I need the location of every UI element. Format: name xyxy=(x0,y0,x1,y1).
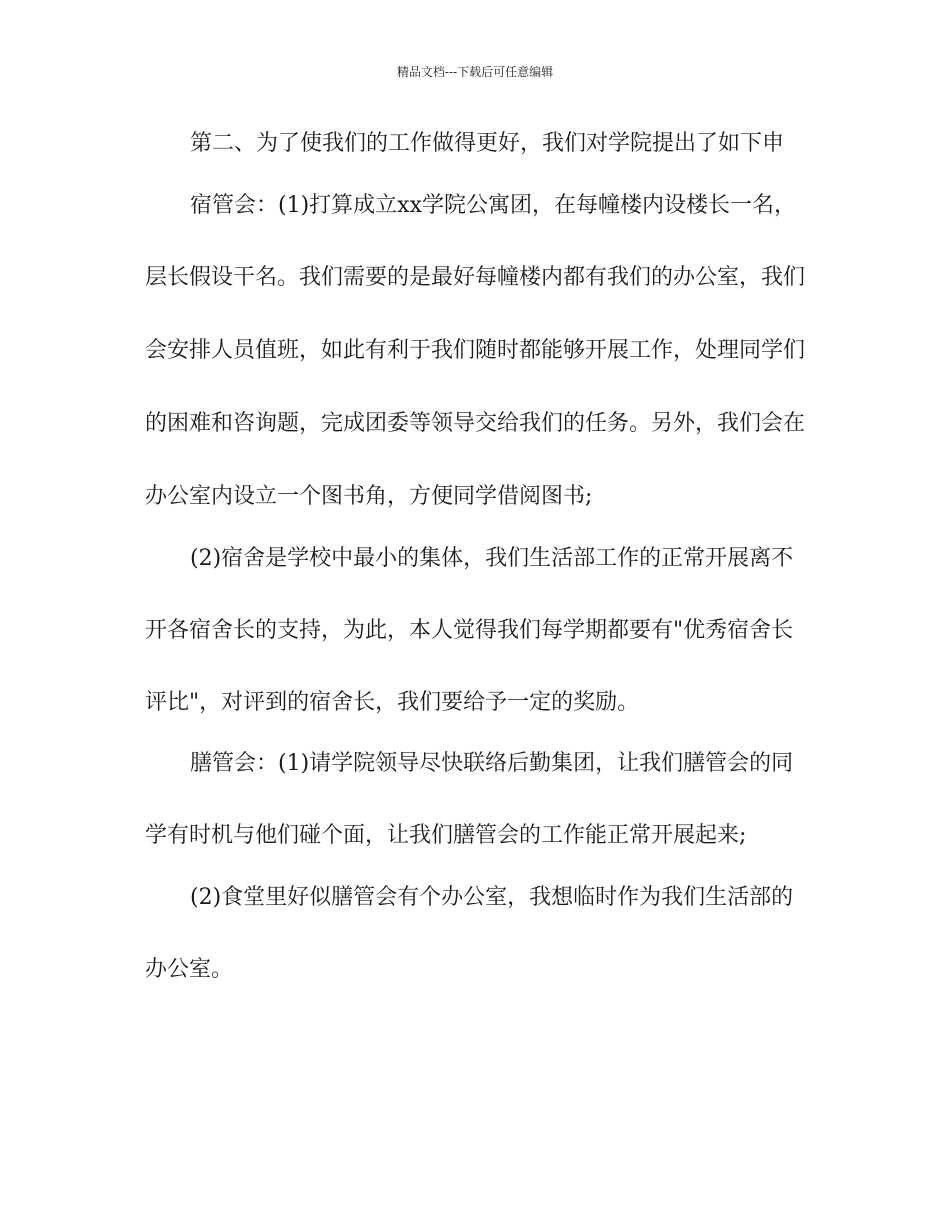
body-line-8: 开各宿舍长的支持，为此，本人觉得我们每学期都要有"优秀宿舍长 xyxy=(145,618,794,643)
body-line-2: 宿管会：(1)打算成立xx学院公寓团，在每幢楼内设楼长一名， xyxy=(190,193,796,218)
body-line-11: 学有时机与他们碰个面，让我们膳管会的工作能正常开展起来; xyxy=(145,823,747,848)
body-line-9: 评比"，对评到的宿舍长，我们要给予一定的奖励。 xyxy=(145,690,640,715)
body-line-5: 的困难和咨询题，完成团委等领导交给我们的任务。另外，我们会在 xyxy=(145,411,806,436)
body-line-13: 办公室。 xyxy=(145,957,234,982)
body-line-6: 办公室内设立一个图书角，方便同学借阅图书; xyxy=(145,484,593,509)
body-line-10: 膳管会：(1)请学院领导尽快联络后勤集团，让我们膳管会的同 xyxy=(190,751,794,776)
body-line-7: (2)宿舍是学校中最小的集体，我们生活部工作的正常开展离不 xyxy=(190,546,794,571)
body-line-3: 层长假设干名。我们需要的是最好每幢楼内都有我们的办公室，我们 xyxy=(145,265,806,290)
body-line-4: 会安排人员值班，如此有利于我们随时都能够开展工作，处理同学们 xyxy=(145,338,806,363)
page-header: 精品文档---下载后可任意编辑 xyxy=(396,65,554,79)
body-line-12: (2)食堂里好似膳管会有个办公室，我想临时作为我们生活部的 xyxy=(190,885,794,910)
body-line-1: 第二、为了使我们的工作做得更好，我们对学院提出了如下申 xyxy=(190,131,785,156)
